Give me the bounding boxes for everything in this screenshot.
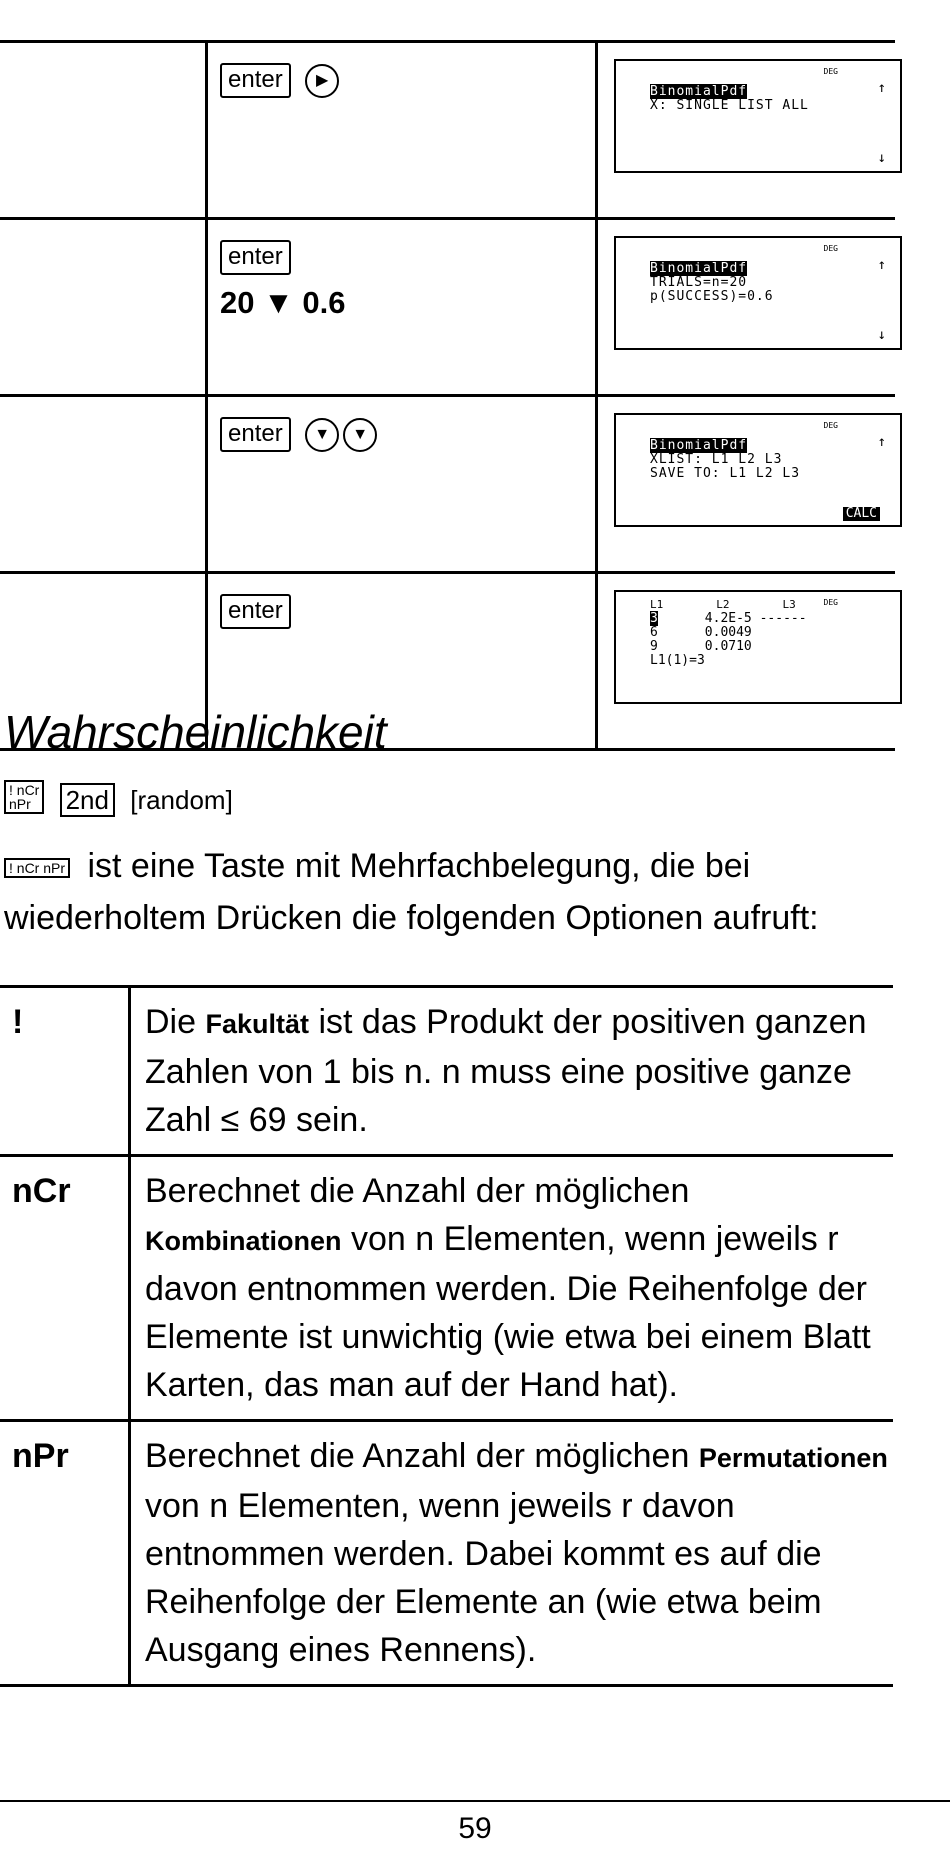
definition-table — [0, 985, 893, 1687]
screen-title: BinomialPdf — [650, 261, 748, 276]
deg-indicator: DEG — [823, 598, 838, 607]
definition-term: nCr — [0, 1156, 130, 1421]
step-keys — [207, 219, 597, 396]
section-title: Wahrscheinlichkeit — [4, 706, 387, 758]
definition-text: Berechnet die Anzahl der möglichen Permutationen von n Elementen, wenn jeweils r davon entnommen werden. Dabei kommt es auf die Reihenfolge der Elemente an (wie etwa beim Ausgang eines Rennens). — [130, 1421, 894, 1686]
calculator-screen — [614, 413, 902, 527]
screen-line: p(SUCCESS)=0.6 — [650, 289, 774, 304]
col-header: L2 — [716, 598, 730, 611]
up-arrow-icon: ↑ — [877, 80, 886, 96]
down-arrow-icon: ↓ — [877, 327, 886, 343]
deg-indicator: DEG — [823, 67, 838, 76]
down-arrow-icon: ↓ — [877, 150, 886, 166]
screen-line: X: SINGLE LIST ALL — [650, 98, 809, 113]
step-keys — [207, 396, 597, 573]
definition-row — [0, 1156, 893, 1421]
enter-key: enter — [220, 63, 291, 98]
screen-footer: L1(1)=3 — [650, 653, 705, 668]
enter-key: enter — [220, 594, 291, 629]
definition-term: ! — [0, 987, 130, 1156]
col-header: L1 — [650, 598, 664, 611]
random-label: random — [137, 785, 226, 815]
screen-title: BinomialPdf — [650, 84, 748, 99]
step-input: 20 ▼ 0.6 — [220, 285, 346, 320]
table-cell: 4.2E-5 — [704, 611, 752, 626]
down-arrow-key-icon: ▼ — [305, 418, 339, 452]
definition-text: Die Fakultät ist das Produkt der positiven ganzen Zahlen von 1 bis n. n muss eine positive ganze Zahl ≤ 69 sein. — [130, 987, 894, 1156]
page-number: 59 — [458, 1812, 492, 1845]
step-row — [0, 42, 895, 219]
calc-softkey: CALC — [843, 507, 880, 521]
screen-line: TRIALS=n=20 — [650, 275, 748, 290]
screen-line: SAVE TO: L1 L2 L3 — [650, 466, 801, 481]
step-keys — [207, 42, 597, 219]
up-arrow-icon: ↑ — [877, 257, 886, 273]
screen-title: BinomialPdf — [650, 438, 748, 453]
factorial-key: ! nCr nPr — [4, 780, 44, 814]
calculator-screen — [614, 59, 902, 173]
steps-table — [0, 40, 895, 751]
calculator-screen — [614, 236, 902, 350]
table-cell: 3 — [650, 611, 658, 626]
intro-text: ist eine Taste mit Mehrfachbelegung, die bei wiederholtem Drücken die folgenden Optionen aufruft: — [4, 847, 819, 937]
enter-key: enter — [220, 240, 291, 275]
enter-key: enter — [220, 417, 291, 452]
table-cell: 6 — [650, 625, 658, 640]
table-cell: ------ — [759, 611, 807, 626]
right-arrow-icon: ▶ — [305, 64, 339, 98]
table-cell: 0.0049 — [704, 625, 752, 640]
up-arrow-icon: ↑ — [877, 434, 886, 450]
step-row — [0, 396, 895, 573]
footer-rule — [0, 1800, 950, 1802]
definition-text: Berechnet die Anzahl der möglichen Kombinationen von n Elementen, wenn jeweils r davon entnommen werden. Die Reihenfolge der Elemente ist unwichtig (wie etwa bei einem Blatt Karten, das man auf der Hand hat). — [130, 1156, 894, 1421]
deg-indicator: DEG — [823, 244, 838, 253]
key-sequence: ! nCr nPr 2nd [random] — [4, 780, 233, 817]
definition-row — [0, 1421, 893, 1686]
second-key: 2nd — [60, 783, 115, 817]
calculator-screen — [614, 590, 902, 704]
definition-row — [0, 987, 893, 1156]
table-cell: 9 — [650, 639, 658, 654]
table-cell: 0.0710 — [704, 639, 752, 654]
down-arrow-key-icon: ▼ — [343, 418, 377, 452]
step-row — [0, 219, 895, 396]
definition-term: nPr — [0, 1421, 130, 1686]
col-header: L3 — [782, 598, 796, 611]
screen-line: XLIST: L1 L2 L3 — [650, 452, 783, 467]
deg-indicator: DEG — [823, 421, 838, 430]
factorial-key: ! nCr nPr — [4, 858, 70, 878]
intro-paragraph — [4, 840, 949, 944]
